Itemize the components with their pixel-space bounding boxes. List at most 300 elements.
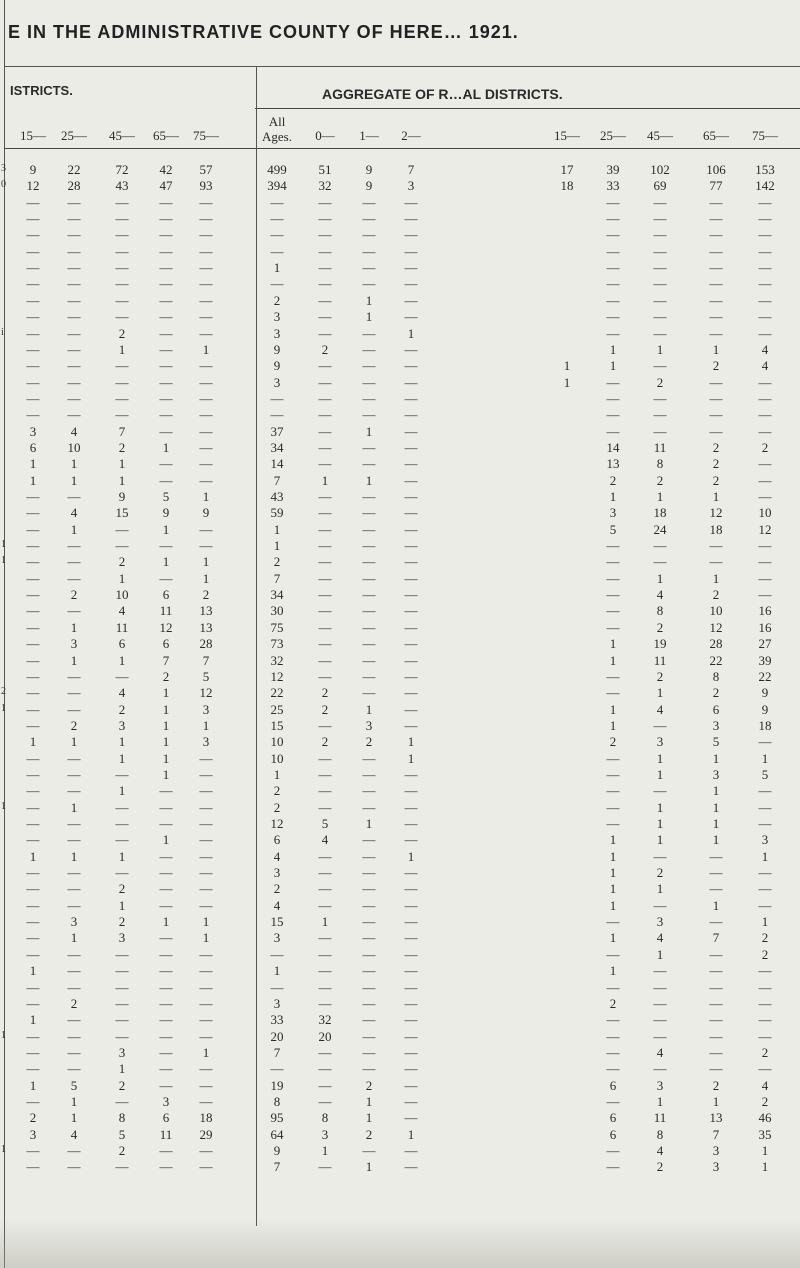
table-cell: — [318, 865, 332, 881]
table-cell: 2 [656, 619, 664, 635]
table-cell: — [362, 390, 376, 406]
table-cell: — [606, 750, 620, 766]
table-cell: — [362, 1028, 376, 1044]
table-cell: 1 [162, 439, 170, 455]
table-cell: 1 [70, 848, 78, 864]
table-cell: — [606, 1093, 620, 1109]
table-cell: — [606, 276, 620, 292]
table-cell: — [709, 309, 723, 325]
table-cell: — [758, 211, 772, 227]
table-cell: — [404, 619, 418, 635]
table-cell: 5 [202, 668, 210, 684]
table-cell: 13 [199, 619, 213, 635]
table-cell: — [758, 292, 772, 308]
table-cell: — [199, 979, 213, 995]
table-cell: 1 [162, 685, 170, 701]
table-cell: — [159, 309, 173, 325]
table-cell: — [159, 1143, 173, 1158]
table-cell: — [404, 407, 418, 423]
table-cell: — [159, 227, 173, 243]
table-cell: 9 [202, 505, 210, 521]
table-cell: 7 [407, 162, 415, 177]
table-cell: — [26, 995, 40, 1011]
table-cell: 9 [365, 178, 373, 194]
table-cell: 2 [365, 1077, 373, 1093]
table-cell: 1 [202, 554, 210, 570]
table-cell: — [653, 963, 667, 979]
table-cell: — [26, 685, 40, 701]
column-header: 75— [752, 128, 778, 143]
table-cell: — [709, 538, 723, 554]
table-cell: 1 [656, 832, 664, 848]
table-cell: — [270, 243, 284, 259]
table-cell: — [653, 325, 667, 341]
table-cell: 14 [606, 439, 620, 455]
table-cell: 4 [656, 587, 664, 603]
table-cell: — [653, 979, 667, 995]
table-cell: — [159, 963, 173, 979]
table-cell: 2 [761, 946, 769, 962]
table-cell: 1 [609, 897, 617, 913]
table-cell: — [362, 489, 376, 504]
table-cell: 2 [712, 587, 720, 603]
table-cell: — [67, 1028, 81, 1044]
row-margin-mark: 1 [1, 800, 6, 812]
table-cell: — [318, 243, 332, 259]
table-cell: — [362, 685, 376, 701]
table-cell: 2 [609, 734, 617, 750]
table-cell: — [404, 341, 418, 357]
table-cell: — [709, 881, 723, 897]
table-cell: 18 [199, 1110, 213, 1126]
table-cell: — [318, 1093, 332, 1109]
table-cell: — [404, 766, 418, 782]
table-cell: 1 [29, 848, 37, 864]
table-cell: 9 [118, 489, 126, 504]
table-cell: 1 [609, 341, 617, 357]
table-cell: — [67, 243, 81, 259]
table-cell: 1 [609, 963, 617, 979]
table-cell: 2 [162, 668, 170, 684]
table-cell: — [67, 292, 81, 308]
table-cell: 7 [118, 423, 126, 439]
table-cell: — [159, 799, 173, 815]
table-cell: 1 [162, 554, 170, 570]
table-cell: 6 [162, 636, 170, 652]
table-cell: — [67, 390, 81, 406]
table-cell: — [199, 407, 213, 423]
table-cell: 3 [273, 865, 281, 881]
table-cell: 1 [365, 1110, 373, 1126]
table-cell: — [362, 881, 376, 897]
table-cell: 10 [270, 734, 284, 750]
table-cell: — [404, 652, 418, 668]
table-cell: — [606, 619, 620, 635]
table-cell: — [653, 358, 667, 374]
table-cell: 7 [712, 1126, 720, 1142]
table-cell: — [67, 750, 81, 766]
column-header: 45— [647, 128, 673, 143]
table-cell: — [758, 456, 772, 472]
table-cell: 4 [118, 685, 126, 701]
table-cell: — [199, 766, 213, 782]
table-cell: 3 [202, 734, 210, 750]
table-cell: 1 [407, 325, 415, 341]
table-cell: — [26, 799, 40, 815]
table-cell: 10 [709, 603, 723, 619]
table-cell: — [709, 260, 723, 276]
table-cell: 1 [365, 1159, 373, 1175]
table-cell: 16 [758, 603, 772, 619]
table-cell: 3 [118, 1044, 126, 1060]
table-cell: — [404, 963, 418, 979]
table-cell: 1 [321, 914, 329, 930]
table-cell: — [26, 554, 40, 570]
table-cell: — [318, 1077, 332, 1093]
table-cell: 1 [162, 914, 170, 930]
table-cell: — [199, 995, 213, 1011]
table-cell: 3 [29, 1126, 37, 1142]
table-cell: — [199, 276, 213, 292]
table-cell: 1 [656, 946, 664, 962]
table-cell: — [404, 816, 418, 831]
table-cell: — [159, 1012, 173, 1028]
table-cell: — [404, 292, 418, 308]
column-header: 25— [61, 128, 87, 143]
table-cell: — [653, 783, 667, 799]
table-cell: — [199, 1061, 213, 1077]
table-cell: 22 [709, 652, 723, 668]
table-cell: — [404, 309, 418, 325]
table-cell: 10 [270, 750, 284, 766]
table-cell: — [362, 914, 376, 930]
table-cell: — [318, 619, 332, 635]
table-cell: 1 [118, 652, 126, 668]
table-cell: 1 [656, 816, 664, 831]
table-cell: — [67, 881, 81, 897]
table-cell: 2 [656, 374, 664, 390]
table-cell: — [199, 946, 213, 962]
table-cell: — [199, 816, 213, 831]
table-cell: — [159, 1044, 173, 1060]
table-cell: — [318, 1044, 332, 1060]
table-cell: 6 [712, 701, 720, 717]
table-cell: 1 [70, 930, 78, 946]
table-cell: — [653, 995, 667, 1011]
table-cell: — [67, 766, 81, 782]
table-cell: 3 [162, 1093, 170, 1109]
table-cell: — [115, 227, 129, 243]
table-cell: 4 [273, 897, 281, 913]
table-cell: — [159, 1061, 173, 1077]
table-cell: 5 [712, 734, 720, 750]
table-cell: — [362, 1044, 376, 1060]
table-cell: — [362, 325, 376, 341]
table-cell: — [67, 341, 81, 357]
table-cell: — [26, 390, 40, 406]
table-cell: — [318, 309, 332, 325]
table-cell: 9 [365, 162, 373, 177]
table-cell: 4 [656, 701, 664, 717]
table-cell: — [404, 227, 418, 243]
table-cell: 499 [267, 162, 287, 177]
table-cell: — [67, 1044, 81, 1060]
table-cell: — [26, 603, 40, 619]
table-cell: — [199, 1143, 213, 1158]
table-cell: 1 [656, 881, 664, 897]
table-cell: 7 [273, 1159, 281, 1175]
table-cell: — [758, 407, 772, 423]
table-cell: 18 [709, 521, 723, 537]
table-cell: — [26, 570, 40, 586]
table-cell: 22 [270, 685, 284, 701]
table-cell: — [159, 407, 173, 423]
table-cell: — [26, 1143, 40, 1158]
table-cell: 153 [755, 162, 775, 177]
table-cell: — [362, 652, 376, 668]
table-cell: 95 [270, 1110, 284, 1126]
table-cell: — [606, 783, 620, 799]
table-cell: — [115, 766, 129, 782]
table-cell: 3 [273, 374, 281, 390]
table-cell: — [67, 897, 81, 913]
table-cell: — [26, 652, 40, 668]
table-cell: — [159, 930, 173, 946]
table-cell: 5 [609, 521, 617, 537]
table-cell: — [26, 521, 40, 537]
table-cell: 1 [118, 848, 126, 864]
table-cell: — [404, 505, 418, 521]
table-cell: — [318, 668, 332, 684]
table-cell: 30 [270, 603, 284, 619]
table-cell: — [67, 570, 81, 586]
table-cell: 2 [712, 456, 720, 472]
table-cell: — [758, 570, 772, 586]
table-cell: — [26, 489, 40, 504]
table-cell: 1 [118, 1061, 126, 1077]
table-cell: — [115, 374, 129, 390]
table-cell: — [67, 211, 81, 227]
table-cell: 1 [656, 685, 664, 701]
table-cell: 1 [202, 930, 210, 946]
table-cell: — [709, 963, 723, 979]
table-cell: — [758, 865, 772, 881]
table-cell: — [653, 211, 667, 227]
table-cell: — [115, 865, 129, 881]
table-cell: — [404, 489, 418, 504]
table-cell: 3 [29, 423, 37, 439]
table-cell: 16 [758, 619, 772, 635]
title-rule [4, 66, 800, 67]
table-cell: 1 [609, 358, 617, 374]
table-cell: 3 [321, 1126, 329, 1142]
table-cell: — [362, 243, 376, 259]
table-cell: 1 [202, 341, 210, 357]
table-cell: 22 [758, 668, 772, 684]
table-cell: 1 [118, 570, 126, 586]
table-cell: 2 [656, 472, 664, 488]
table-cell: 12 [159, 619, 173, 635]
table-cell: — [26, 341, 40, 357]
table-cell: — [653, 848, 667, 864]
table-cell: 1 [70, 734, 78, 750]
table-cell: — [115, 243, 129, 259]
table-cell: — [115, 1093, 129, 1109]
table-cell: — [318, 963, 332, 979]
table-cell: — [26, 1028, 40, 1044]
table-cell: 1 [365, 701, 373, 717]
table-cell: — [758, 1061, 772, 1077]
table-cell: — [404, 439, 418, 455]
table-cell: — [758, 734, 772, 750]
table-cell: — [404, 1044, 418, 1060]
row-margin-mark: i [1, 326, 4, 338]
table-cell: — [199, 358, 213, 374]
table-cell: 3 [656, 914, 664, 930]
table-cell: — [199, 963, 213, 979]
table-cell: 1 [365, 423, 373, 439]
table-cell: — [67, 963, 81, 979]
table-cell: 1 [407, 750, 415, 766]
table-cell: 29 [199, 1126, 213, 1142]
table-cell: — [115, 816, 129, 831]
table-cell: 1 [712, 750, 720, 766]
table-cell: 1 [202, 717, 210, 733]
table-cell: 1 [761, 1159, 769, 1175]
column-header: 45— [109, 128, 135, 143]
table-cell: 1 [656, 341, 664, 357]
table-cell: 1 [321, 472, 329, 488]
table-cell: 9 [761, 685, 769, 701]
table-cell: — [653, 407, 667, 423]
table-cell: 3 [273, 325, 281, 341]
table-cell: — [67, 276, 81, 292]
table-cell: 3 [273, 995, 281, 1011]
table-cell: — [758, 963, 772, 979]
table-cell: — [67, 832, 81, 848]
table-cell: — [404, 603, 418, 619]
table-cell: — [362, 456, 376, 472]
table-cell: 4 [656, 1143, 664, 1158]
table-cell: 2 [321, 685, 329, 701]
table-cell: — [159, 472, 173, 488]
table-cell: — [26, 914, 40, 930]
table-cell: — [606, 766, 620, 782]
table-cell: 37 [270, 423, 284, 439]
table-cell: — [67, 309, 81, 325]
table-cell: — [199, 538, 213, 554]
table-cell: — [709, 1061, 723, 1077]
row-margin-mark: 1 [1, 555, 6, 567]
table-cell: — [404, 1143, 418, 1158]
row-margin-mark: 0 [1, 179, 6, 191]
table-cell: — [67, 603, 81, 619]
table-cell: 75 [270, 619, 284, 635]
table-cell: — [318, 897, 332, 913]
table-cell: 1 [609, 717, 617, 733]
table-cell: — [318, 211, 332, 227]
table-cell: — [159, 979, 173, 995]
table-cell: — [404, 995, 418, 1011]
table-cell: 2 [29, 1110, 37, 1126]
table-cell: 1 [407, 734, 415, 750]
column-header: 65— [703, 128, 729, 143]
table-cell: — [606, 194, 620, 210]
table-cell: — [318, 227, 332, 243]
table-cell: — [758, 881, 772, 897]
table-cell: 8 [712, 668, 720, 684]
table-cell: — [26, 309, 40, 325]
table-cell: 6 [118, 636, 126, 652]
table-cell: — [159, 1159, 173, 1175]
table-cell: — [362, 260, 376, 276]
table-cell: — [199, 374, 213, 390]
table-cell: — [606, 914, 620, 930]
table-cell: — [362, 554, 376, 570]
table-cell: 9 [761, 701, 769, 717]
table-cell: 1 [365, 292, 373, 308]
table-cell: — [26, 1093, 40, 1109]
table-cell: 11 [159, 603, 173, 619]
table-cell: — [653, 897, 667, 913]
table-cell: — [199, 865, 213, 881]
table-cell: — [606, 587, 620, 603]
table-cell: 2 [273, 783, 281, 799]
table-cell: — [606, 946, 620, 962]
table-cell: — [362, 799, 376, 815]
table-cell: — [606, 1012, 620, 1028]
table-cell: 1 [407, 848, 415, 864]
table-cell: 7 [162, 652, 170, 668]
table-cell: — [653, 1012, 667, 1028]
table-cell: — [318, 276, 332, 292]
table-cell: 27 [758, 636, 772, 652]
table-cell: — [709, 194, 723, 210]
table-cell: 1 [656, 766, 664, 782]
table-cell: 19 [270, 1077, 284, 1093]
table-cell: — [318, 979, 332, 995]
table-cell: — [115, 1159, 129, 1175]
table-cell: 1 [712, 832, 720, 848]
table-cell: — [709, 390, 723, 406]
table-cell: 15 [270, 717, 284, 733]
table-cell: — [318, 1061, 332, 1077]
table-cell: 7 [273, 1044, 281, 1060]
table-cell: 6 [29, 439, 37, 455]
table-cell: — [199, 243, 213, 259]
table-cell: — [199, 799, 213, 815]
table-cell: 2 [118, 881, 126, 897]
table-row [0, 1157, 800, 1176]
table-cell: — [26, 1044, 40, 1060]
table-cell: — [709, 423, 723, 439]
table-cell: 2 [273, 881, 281, 897]
table-cell: — [606, 554, 620, 570]
table-cell: — [67, 1061, 81, 1077]
column-header: 0— [315, 128, 335, 143]
table-cell: — [318, 521, 332, 537]
table-cell: 1 [609, 930, 617, 946]
table-cell: — [115, 799, 129, 815]
table-cell: 7 [712, 930, 720, 946]
table-cell: — [404, 914, 418, 930]
table-cell: 9 [162, 505, 170, 521]
table-cell: — [653, 260, 667, 276]
table-cell: 6 [609, 1077, 617, 1093]
table-cell: — [26, 717, 40, 733]
table-cell: — [362, 848, 376, 864]
table-cell: — [199, 456, 213, 472]
